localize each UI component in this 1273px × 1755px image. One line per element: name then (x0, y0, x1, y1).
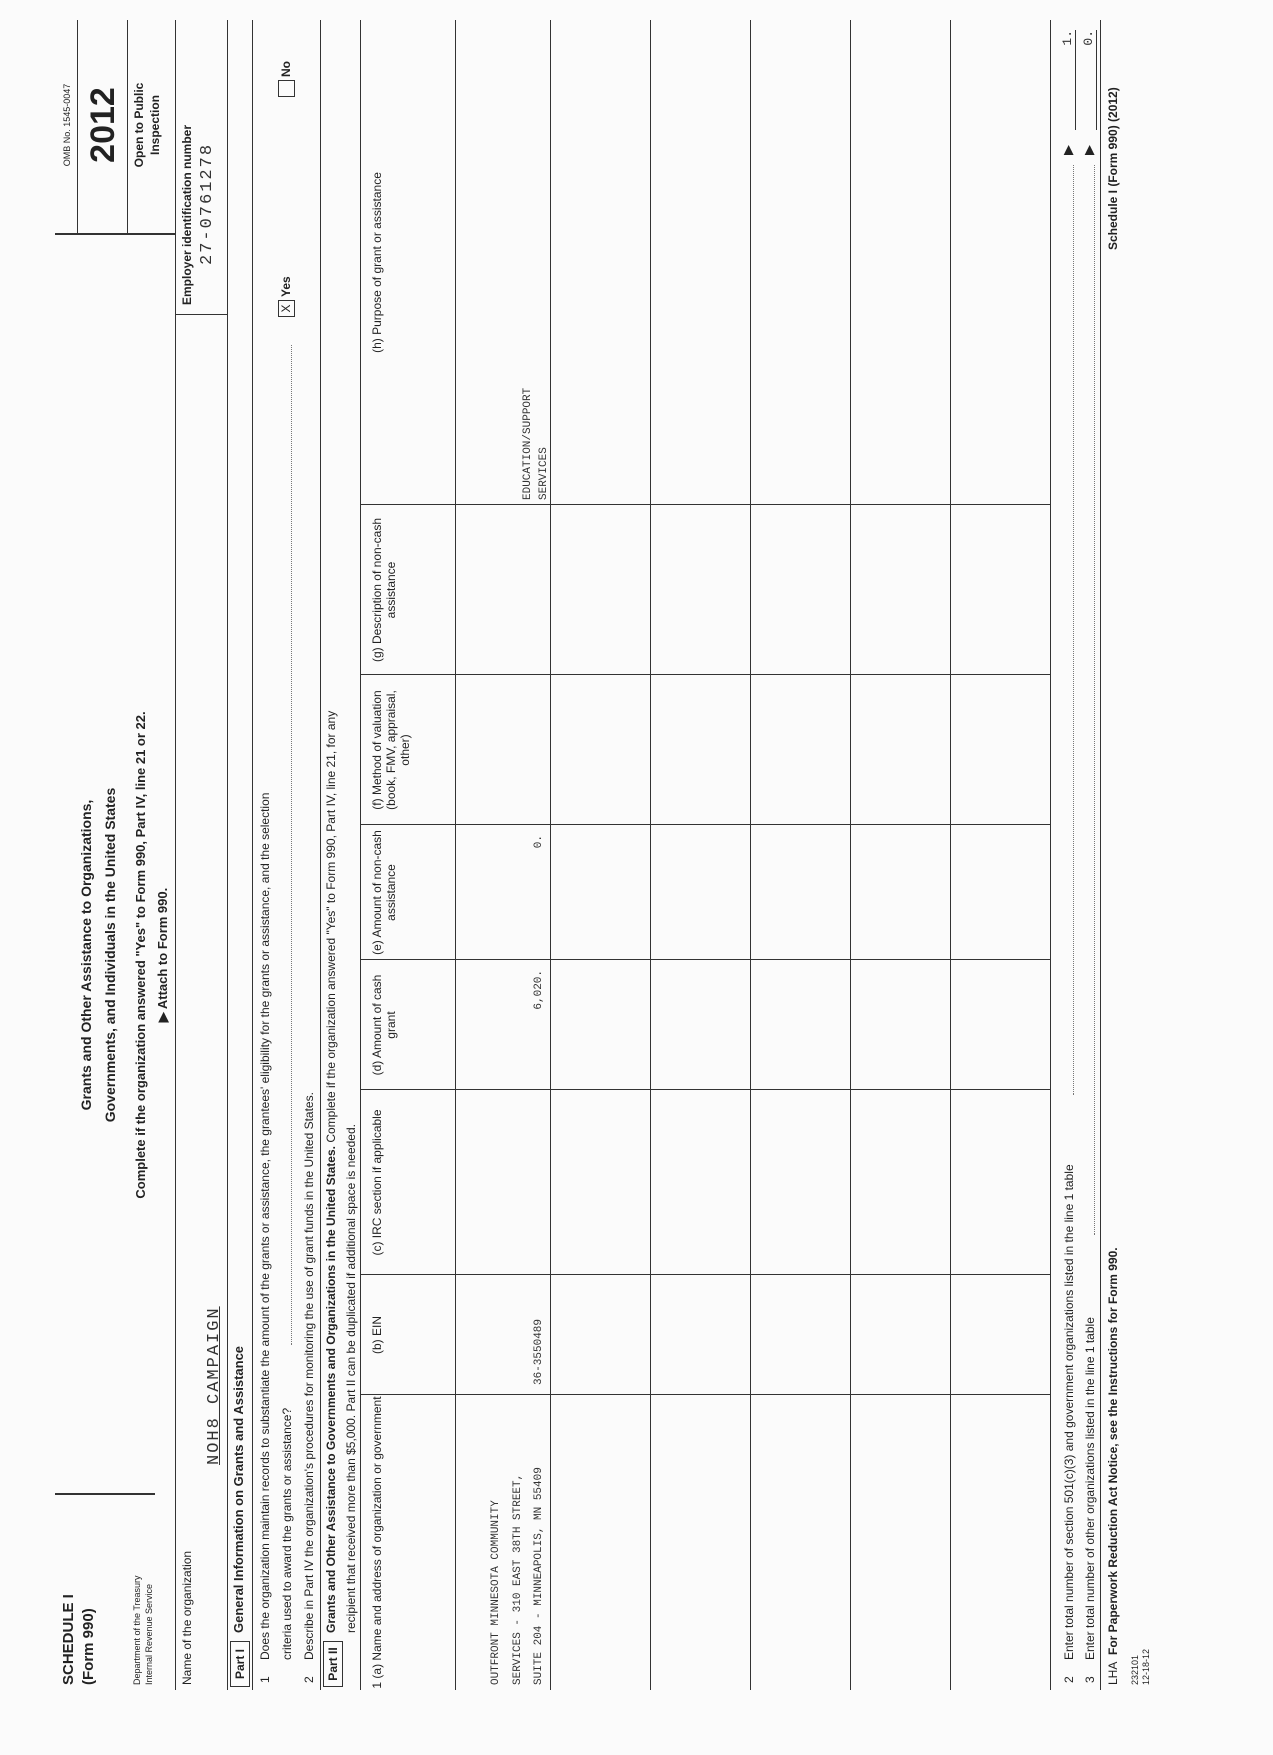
col-header-purpose: (h) Purpose of grant or assistance (370, 172, 384, 353)
part2-heading (324, 711, 338, 1633)
instruction: Complete if the organization answered "Yes" to Form 990, Part IV, line 21 or 22. (133, 711, 148, 1199)
schedule-title: SCHEDULE I (60, 1594, 77, 1685)
col-header-method: (f) Method of valuation (book, FMV, appraisal, other) (370, 690, 412, 810)
col-header-name: 1 (a) Name and address of organization or government (370, 1396, 384, 1689)
yes-checkbox[interactable]: X (278, 300, 295, 317)
yes-label: Yes (279, 276, 293, 297)
part1-tag: Part I (230, 1641, 250, 1687)
arrow-marker-2: ▶ (1060, 145, 1075, 155)
grant-purpose-cont: SERVICES (538, 447, 550, 500)
attach-line: ▶ Attach to Form 990. (155, 887, 170, 1023)
org-name: NOH8 CAMPAIGN (205, 1306, 224, 1465)
grant-purpose: EDUCATION/SUPPORT (522, 387, 534, 500)
form-code: 232101 (1130, 1654, 1140, 1685)
col-header-irc: (c) IRC section if applicable (370, 1109, 384, 1256)
noncash-amount: 0. (533, 835, 545, 849)
no-label: No (279, 61, 293, 77)
no-checkbox[interactable] (278, 80, 295, 97)
dept-line2: Internal Revenue Service (144, 1583, 154, 1685)
title-line2: Governments, and Individuals in the United States (102, 787, 118, 1123)
tax-year: 2012 (84, 87, 122, 163)
part2-title-rest: Complete if the organization answered "Yes" to Form 990, Part IV, line 21, for any (324, 710, 338, 1143)
footer-line3-value: 0. (1081, 30, 1097, 130)
title-line1: Grants and Other Assistance to Organizations, (78, 799, 94, 1111)
lha-label: LHA (1106, 1661, 1120, 1685)
col-header-ein: (b) EIN (370, 1316, 384, 1355)
col-header-noncash: (e) Amount of non-cash assistance (370, 830, 398, 955)
form-number: (Form 990) (80, 1608, 97, 1685)
line2-text: Describe in Part IV the organization's procedures for monitoring the use of grant funds in the United States. (302, 1092, 316, 1660)
footer-line3-number: 3 (1083, 1676, 1097, 1683)
part2-tag: Part II (323, 1641, 343, 1687)
dept-line1: Department of the Treasury (132, 1575, 142, 1685)
footer-line2-number: 2 (1062, 1676, 1076, 1683)
form-code-date: 12-18-12 (1141, 1648, 1151, 1685)
arrow-marker-3: ▶ (1081, 145, 1096, 155)
line1-number: 1 (258, 1676, 272, 1683)
footer-line3-text: Enter total number of other organizations listed in the line 1 table (1083, 1317, 1097, 1660)
ein-label: Employer identification number (180, 124, 194, 305)
paperwork-notice: For Paperwork Reduction Act Notice, see the Instructions for Form 990. (1106, 1247, 1120, 1655)
ein-value: 27-0761278 (198, 142, 217, 265)
line2-number: 2 (302, 1676, 316, 1683)
schedule-reference: Schedule I (Form 990) (2012) (1106, 87, 1120, 250)
col-header-cash: (d) Amount of cash grant (370, 974, 398, 1076)
recipient-name: OUTFRONT MINNESOTA COMMUNITY (490, 1500, 502, 1685)
open-to-public: Open to Public (132, 82, 146, 168)
cash-grant-amount: 6,020. (533, 970, 545, 1010)
part2-subtitle: recipient that received more than $5,000. Part II can be duplicated if additional space is needed. (344, 1124, 358, 1633)
inspection: Inspection (148, 95, 162, 156)
part1-title: General Information on Grants and Assistance (231, 1345, 246, 1633)
recipient-address: SERVICES - 310 EAST 38TH STREET, (512, 1473, 524, 1685)
recipient-ein: 36-3550489 (533, 1318, 545, 1385)
dot-leader-footer2 (1062, 165, 1074, 1095)
footer-line2-text: Enter total number of section 501(c)(3) and government organizations listed in the line 1 table (1062, 1164, 1076, 1660)
header-divider-left (55, 1493, 155, 1495)
line1-text-cont: criteria used to award the grants or assistance? (280, 1407, 294, 1660)
footer-line2-value: 1. (1060, 30, 1076, 130)
header-divider-right (55, 233, 175, 235)
line1-text: Does the organization maintain records to substantiate the amount of the grants or assistance, the grantees' eligibility for the grants or assistance, and the selection (258, 792, 272, 1660)
recipient-city: SUITE 204 - MINNEAPOLIS, MN 55409 (533, 1467, 545, 1685)
omb-number: OMB No. 1545-0047 (62, 83, 72, 167)
dot-leader-line1 (280, 345, 292, 1345)
col-header-description: (g) Description of non-cash assistance (370, 517, 398, 663)
part2-title: Grants and Other Assistance to Governments and Organizations in the United States. (324, 1146, 338, 1633)
dot-leader-footer3 (1083, 165, 1095, 1235)
org-name-label: Name of the organization (180, 1550, 194, 1685)
